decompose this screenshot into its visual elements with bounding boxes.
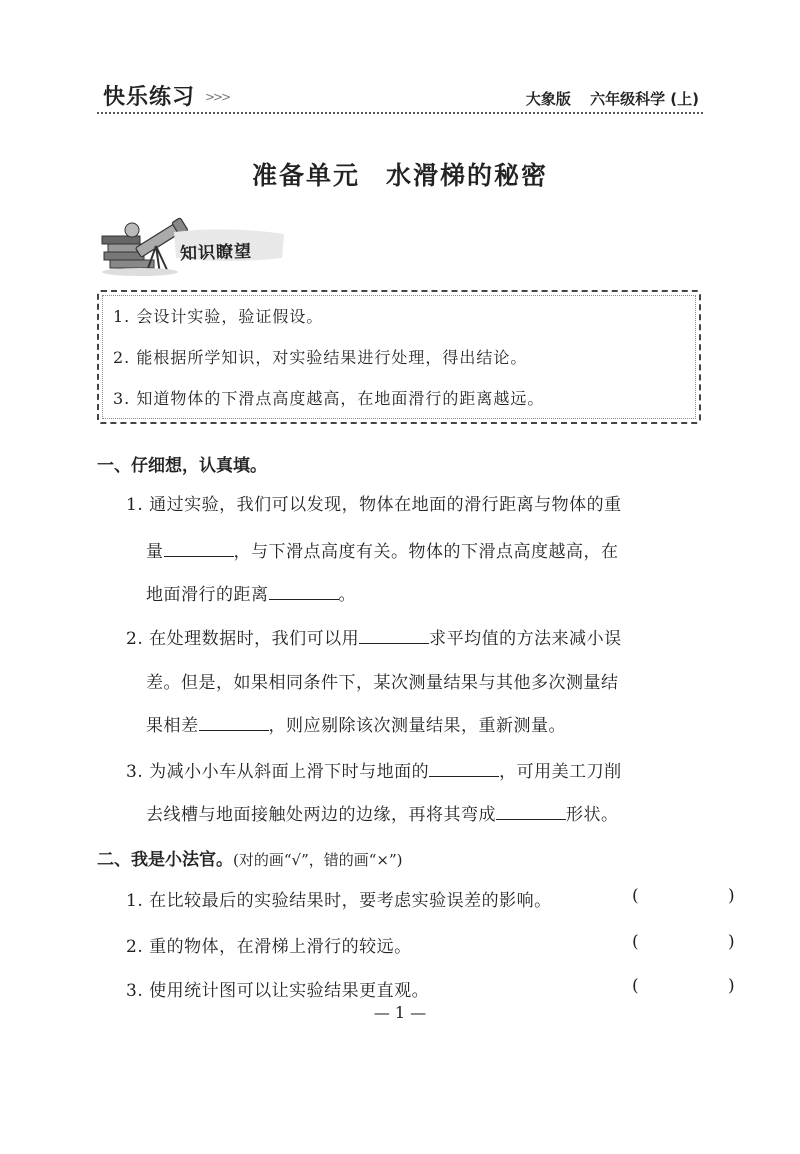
- question-text: 去线槽与地面接触处两边的边缘，再将其弯成: [146, 805, 496, 825]
- judge-item: 1. 在比较最后的实验结果时，要考虑实验误差的影响。: [126, 891, 552, 911]
- knowledge-item: 2. 能根据所学知识，对实验结果进行处理，得出结论。: [113, 348, 528, 367]
- question-text: 。: [338, 585, 356, 605]
- page-title: [0, 156, 800, 192]
- question-line: 差。但是，如果相同条件下，某次测量结果与其他多次测量结: [146, 673, 619, 693]
- question-line: [146, 537, 619, 562]
- banner-label: 知识瞭望: [179, 241, 253, 265]
- brand-title: 快乐练习: [103, 85, 196, 110]
- section-title: 二、我是小法官。: [97, 850, 233, 870]
- answer-blank[interactable]: [164, 540, 234, 557]
- answer-blank[interactable]: [199, 714, 269, 731]
- question-line: [126, 757, 622, 782]
- question-text: 地面滑行的距离: [146, 585, 269, 605]
- question-text: 果相差: [146, 716, 199, 736]
- grade-label: 六年级科学 (上): [590, 90, 699, 108]
- question-line: [146, 800, 619, 825]
- question-line: [146, 711, 566, 736]
- edition-label: 大象版: [525, 90, 571, 108]
- topic-label: 水滑梯的秘密: [386, 161, 549, 190]
- section-note: (对的画“√”，错的画“×”): [233, 851, 403, 869]
- question-text: 3. 为减小小车从斜面上滑下时与地面的: [126, 762, 430, 782]
- answer-parens[interactable]: ( ): [632, 886, 777, 906]
- knowledge-box: [97, 290, 701, 424]
- question-text: 量: [146, 542, 164, 562]
- brand-arrows-icon: >>>: [205, 90, 230, 104]
- answer-blank[interactable]: [359, 627, 429, 644]
- question-text: 求平均值的方法来减小误: [429, 629, 622, 649]
- answer-parens[interactable]: ( ): [632, 932, 777, 952]
- section-heading: [97, 845, 403, 870]
- knowledge-item: 1. 会设计实验，验证假设。: [113, 307, 324, 326]
- question-text: ，则应剔除该次测量结果，重新测量。: [268, 716, 566, 736]
- question-text: 形状。: [566, 805, 619, 825]
- answer-blank[interactable]: [496, 803, 566, 820]
- question-text: ，与下滑点高度有关。物体的下滑点高度越高，在: [233, 542, 619, 562]
- answer-blank[interactable]: [269, 583, 339, 600]
- knowledge-banner: [100, 212, 300, 278]
- answer-parens[interactable]: ( ): [632, 976, 777, 996]
- judge-item: 2. 重的物体，在滑梯上滑行的较远。: [126, 937, 412, 957]
- page-number: — 1 —: [373, 1003, 427, 1022]
- section-heading: 一、仔细想，认真填。: [97, 456, 267, 476]
- unit-label: 准备单元: [251, 161, 360, 190]
- question-text: ，可用美工刀削: [499, 762, 622, 782]
- page-header: [97, 76, 703, 114]
- judge-item: 3. 使用统计图可以让实验结果更直观。: [126, 981, 430, 1001]
- answer-blank[interactable]: [429, 760, 499, 777]
- book-info: [512, 88, 699, 109]
- question-text: 2. 在处理数据时，我们可以用: [126, 629, 360, 649]
- question-line: 1. 通过实验，我们可以发现，物体在地面的滑行距离与物体的重: [126, 495, 622, 515]
- question-line: [146, 580, 356, 605]
- knowledge-item: 3. 知道物体的下滑点高度越高，在地面滑行的距离越远。: [113, 389, 545, 408]
- question-line: [126, 624, 622, 649]
